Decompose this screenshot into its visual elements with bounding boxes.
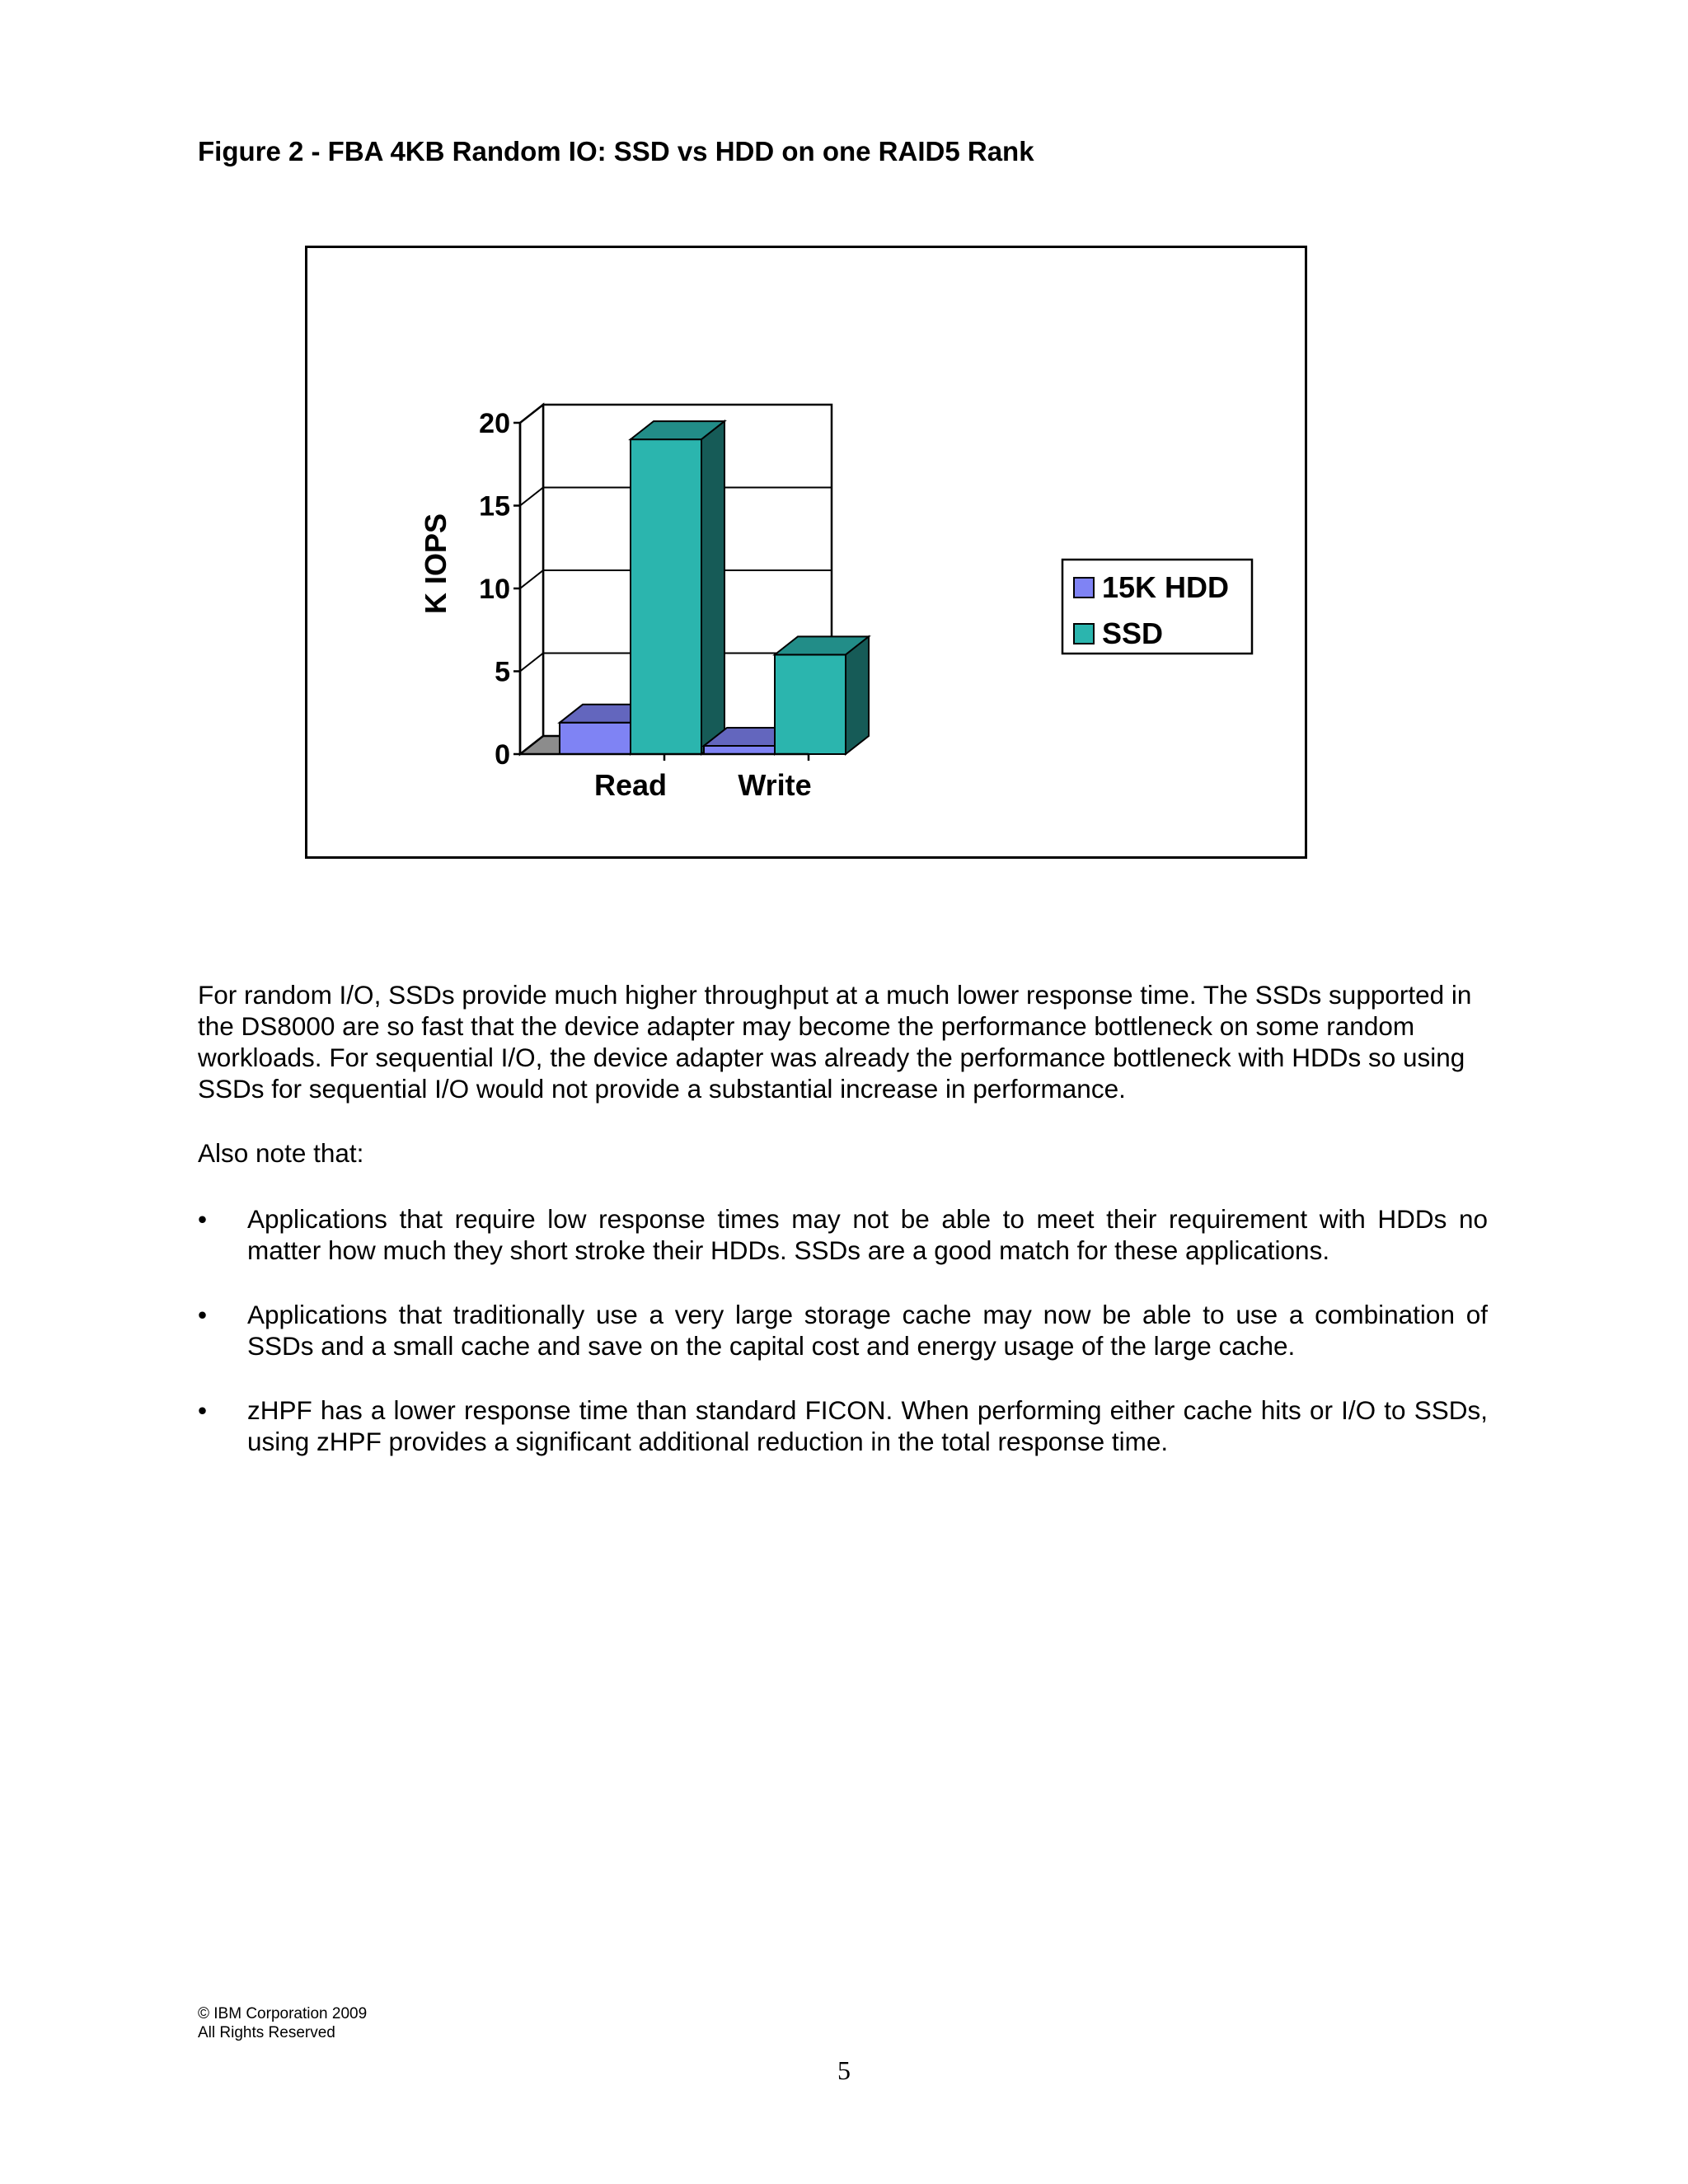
paragraph-also-note: Also note that: bbox=[198, 1138, 364, 1168]
bar-front bbox=[560, 723, 631, 754]
list-item-text: Applications that require low response times may not be able to meet their requirement with HDDs no matter how much they short stroke their HDDs. SSDs are a good match for these applications. bbox=[247, 1204, 1488, 1265]
footer bbox=[198, 2004, 367, 2042]
legend-label: 15K HDD bbox=[1102, 570, 1230, 604]
bullet-symbol: • bbox=[198, 1204, 208, 1234]
copyright-text: © IBM Corporation 2009 bbox=[198, 2005, 368, 2022]
list-item bbox=[198, 1203, 1488, 1266]
list-item bbox=[198, 1299, 1488, 1361]
chart-legend bbox=[1062, 560, 1252, 654]
bar-chart bbox=[307, 248, 1305, 856]
bar-side bbox=[701, 421, 724, 754]
bar-front bbox=[704, 746, 775, 754]
list-item-text: zHPF has a lower response time than standard FICON. When performing either cache hits or I/O to SSDs, using zHPF provides a significant additional reduction in the total response time. bbox=[247, 1395, 1488, 1456]
y-tick-label: 10 bbox=[479, 574, 510, 605]
legend-label: SSD bbox=[1102, 616, 1164, 650]
y-tick-label: 20 bbox=[479, 408, 510, 439]
x-tick-label: Read bbox=[593, 768, 668, 802]
bar-front bbox=[775, 654, 846, 754]
figure-caption: Figure 2 - FBA 4KB Random IO: SSD vs HDD on one RAID5 Rank bbox=[198, 136, 1034, 166]
paragraph-random-io: For random I/O, SSDs provide much higher throughput at a much lower response time. The SSDs supported in the DS8000 are so fast that the device adapter may become the performance bottleneck on some random workloads. For sequential I/O, the device adapter was already the performance bottleneck with HDDs so using SSDs for sequential I/O would not provide a substantial increase in performance. bbox=[198, 980, 1472, 1104]
y-tick-label: 5 bbox=[495, 656, 510, 688]
legend-swatch bbox=[1074, 624, 1094, 644]
bullet-symbol: • bbox=[198, 1395, 208, 1425]
y-tick-label: 0 bbox=[495, 739, 510, 771]
y-tick-label: 15 bbox=[479, 490, 510, 523]
page-number: 5 bbox=[837, 2055, 851, 2085]
chart-frame bbox=[305, 246, 1307, 859]
legend-swatch bbox=[1074, 578, 1094, 598]
bullet-list bbox=[198, 1203, 1488, 1490]
x-tick-label: Write bbox=[738, 768, 812, 802]
list-item-text: Applications that traditionally use a very large storage cache may now be able to use a combination of SSDs and a small cache and save on the capital cost and energy usage of the large cache. bbox=[247, 1300, 1488, 1361]
bar-side bbox=[846, 636, 869, 754]
rights-text: All Rights Reserved bbox=[198, 2024, 335, 2041]
bar-front bbox=[631, 439, 701, 754]
list-item bbox=[198, 1394, 1488, 1457]
y-axis-label: K IOPS bbox=[419, 513, 452, 615]
bullet-symbol: • bbox=[198, 1300, 208, 1329]
